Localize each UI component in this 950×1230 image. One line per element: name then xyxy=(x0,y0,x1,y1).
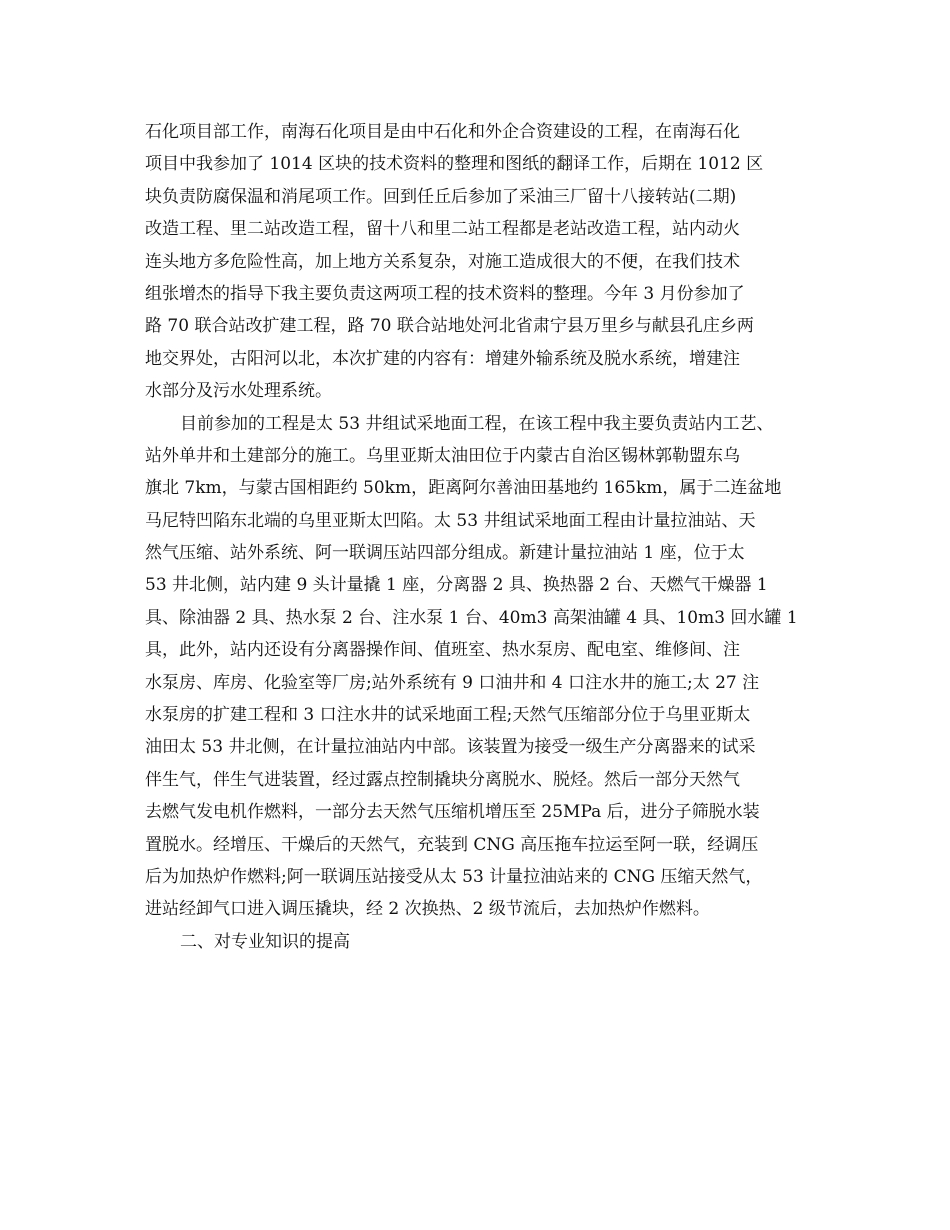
body-text xyxy=(145,116,835,958)
text-line: 伴生气，伴生气进装置，经过露点控制撬块分离脱水、脱烃。然后一部分天然气 xyxy=(145,769,740,790)
text-line: 水部分及污水处理系统。 xyxy=(145,381,332,402)
text-line: 站外单井和土建部分的施工。乌里亚斯太油田位于内蒙古自治区锡林郭勒盟东乌 xyxy=(145,445,740,466)
text-line: 旗北 7km，与蒙古国相距约 50km，距离阿尔善油田基地约 165km，属于二连盆地 xyxy=(145,478,782,499)
text-line: 目前参加的工程是太 53 井组试采地面工程，在该工程中我主要负责站内工艺、 xyxy=(180,413,774,434)
text-line: 石化项目部工作，南海石化项目是由中石化和外企合资建设的工程，在南海石化 xyxy=(145,122,740,142)
text-line: 水泵房、库房、化验室等厂房;站外系统有 9 口油井和 4 口注水井的施工;太 27 注 xyxy=(145,672,760,693)
text-line: 53 井北侧，站内建 9 头计量撬 1 座，分离器 2 具、换热器 2 台、天燃气干燥器 1 xyxy=(145,575,768,596)
text-line: 地交界处，古阳河以北，本次扩建的内容有：增建外输系统及脱水系统，增建注 xyxy=(145,348,740,369)
text-line: 去燃气发电机作燃料，一部分去天然气压缩机增压至 25MPa 后，进分子筛脱水装 xyxy=(145,802,760,823)
text-line: 马尼特凹陷东北端的乌里亚斯太凹陷。太 53 井组试采地面工程由计量拉油站、天 xyxy=(145,510,756,531)
text-line: 进站经卸气口进入调压撬块，经 2 次换热、2 级节流后，去加热炉作燃料。 xyxy=(145,899,710,920)
paragraph-2 xyxy=(145,408,835,926)
text-line: 连头地方多危险性高，加上地方关系复杂，对施工造成很大的不便，在我们技术 xyxy=(145,251,740,272)
text-line: 具，此外，站内还设有分离器操作间、值班室、热水泵房、配电室、维修间、注 xyxy=(145,640,740,661)
text-line: 油田太 53 井北侧，在计量拉油站内中部。该装置为接受一级生产分离器来的试采 xyxy=(145,737,756,758)
paragraph-1 xyxy=(145,116,835,408)
text-line: 然气压缩、站外系统、阿一联调压站四部分组成。新建计量拉油站 1 座，位于太 xyxy=(145,543,745,564)
text-line: 项目中我参加了 1014 区块的技术资料的整理和图纸的翻译工作，后期在 1012 区 xyxy=(145,154,764,175)
section-heading: 二、对专业知识的提高 xyxy=(180,931,350,952)
text-line: 置脱水。经增压、干燥后的天然气，充装到 CNG 高压拖车拉运至阿一联，经调压 xyxy=(145,834,759,855)
text-line: 改造工程、里二站改造工程，留十八和里二站工程都是老站改造工程，站内动火 xyxy=(145,219,740,240)
text-line: 组张增杰的指导下我主要负责这两项工程的技术资料的整理。今年 3 月份参加了 xyxy=(145,283,745,304)
text-line: 具、除油器 2 具、热水泵 2 台、注水泵 1 台、40m3 高架油罐 4 具、10m3 回水罐 1 xyxy=(145,607,798,628)
text-line: 水泵房的扩建工程和 3 口注水井的试采地面工程;天然气压缩部分位于乌里亚斯太 xyxy=(145,705,751,726)
text-line: 路 70 联合站改扩建工程，路 70 联合站地处河北省肃宁县万里乡与献县孔庄乡两 xyxy=(145,316,754,337)
text-line: 后为加热炉作燃料;阿一联调压站接受从太 53 计量拉油站来的 CNG 压缩天然气， xyxy=(145,866,763,887)
text-line: 块负责防腐保温和消尾项工作。回到任丘后参加了采油三厂留十八接转站(二期) xyxy=(145,186,737,207)
